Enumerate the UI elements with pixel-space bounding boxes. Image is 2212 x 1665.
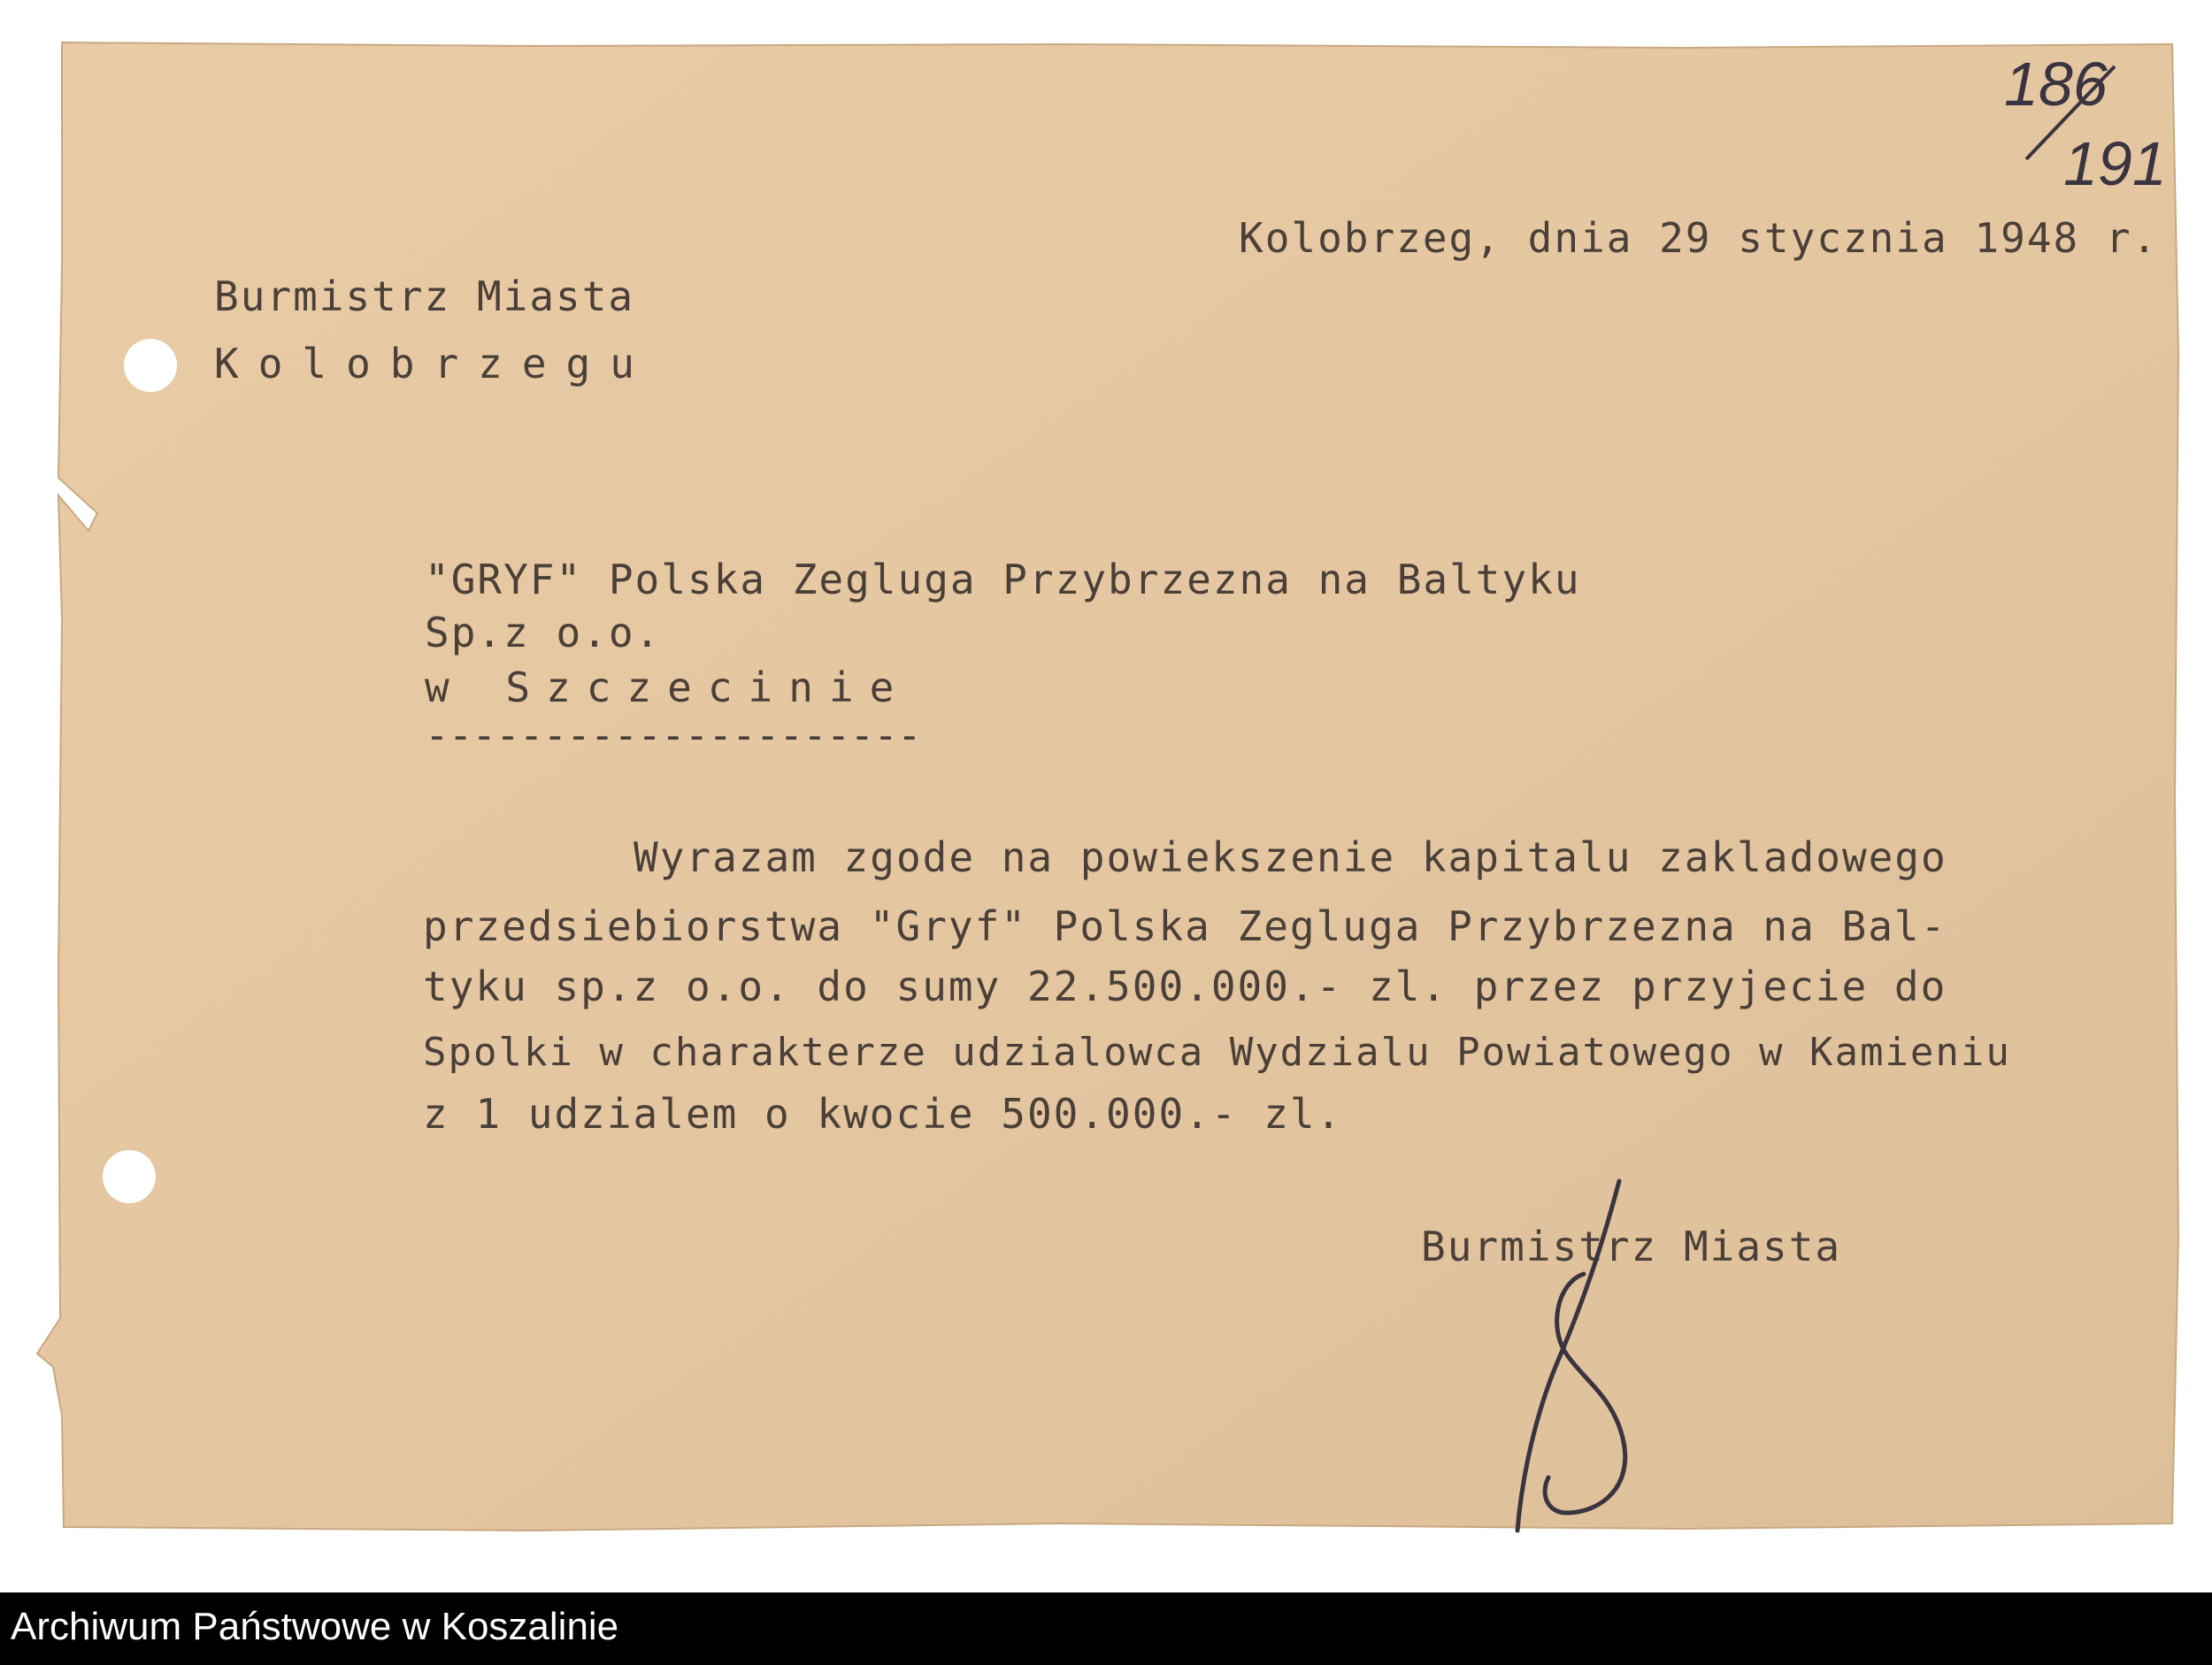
sender-title: Burmistrz Miasta: [214, 272, 635, 320]
body-line-5: z 1 udzialem o kwocie 500.000.- zl.: [423, 1090, 1343, 1138]
folio-current-number: 191: [2063, 129, 2167, 198]
footer-bar: [0, 1592, 2212, 1665]
punch-hole-bottom: [103, 1150, 156, 1203]
recipient-city: w Szczecinie: [425, 664, 910, 711]
date-line: Kolobrzeg, dnia 29 stycznia 1948 r.: [1239, 214, 2159, 262]
handwritten-signature-icon: [1451, 1177, 1663, 1548]
folio-crossed-number: 186: [2004, 50, 2108, 119]
body-line-1: Wyrazam zgode na powiekszenie kapitalu zakladowego: [634, 833, 1947, 881]
punch-hole-top: [124, 339, 177, 392]
recipient-company-form: Sp.z o.o.: [425, 609, 662, 656]
recipient-underline: ---------------------: [425, 711, 921, 759]
archive-name: Archiwum Państwowe w Koszalinie: [11, 1605, 619, 1648]
body-line-3: tyku sp.z o.o. do sumy 22.500.000.- zl. przez przyjecie do: [423, 963, 1947, 1010]
recipient-name: "GRYF" Polska Zegluga Przybrzezna na Baltyku: [425, 556, 1581, 603]
body-line-2: przedsiebiorstwa "Gryf" Polska Zegluga Przybrzezna na Bal-: [423, 902, 1947, 950]
sender-city: Kolobrzegu: [214, 340, 654, 387]
signature-title: Burmistrz Miasta: [1421, 1223, 1842, 1270]
body-line-4: Spolki w charakterze udzialowca Wydzialu Powiatowego w Kamieniu: [423, 1030, 2011, 1075]
